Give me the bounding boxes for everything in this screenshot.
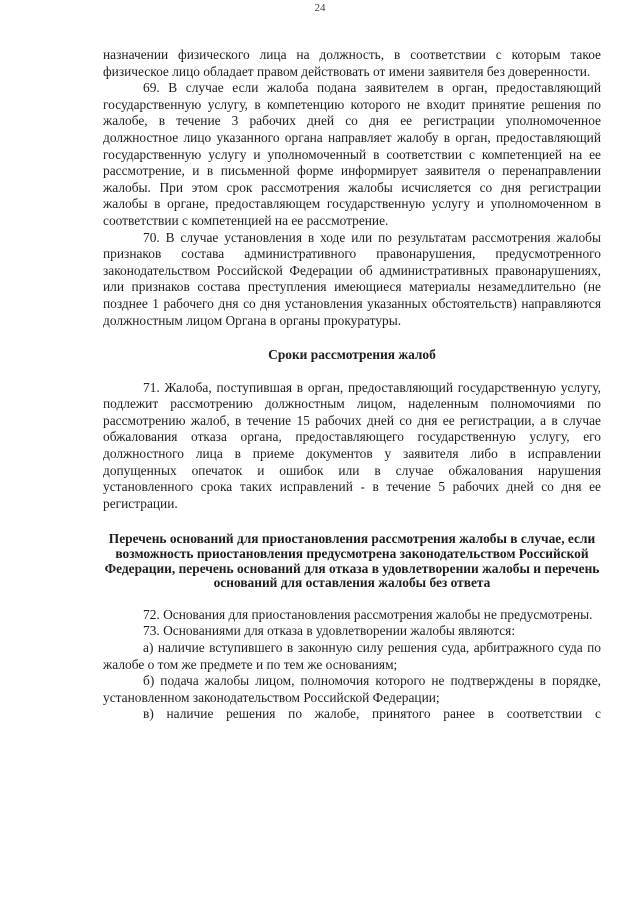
paragraph-72: 72. Основания для приостановления рассмотрения жалобы не предусмотрены.	[143, 606, 593, 622]
paragraph-continuation: назначении физического лица на должность, в соответствии с которым такое физическое лицо обладает правом действовать от имени заявителя без доверенности.	[103, 47, 601, 79]
paragraph-70: 70. В случае установления в ходе или по результатам рассмотрения жалобы признаков состава административного правонарушения, предусмотренного законодательством Российской Федерации об административных правонарушениях, или признаков состава преступления имеющиеся материалы незамедлительно (не позднее 1 рабочего дня со дня установления указанных обстоятельств) направляются должностным лицом Органа в органы прокуратуры.	[103, 229, 601, 328]
paragraph-71: 71. Жалоба, поступившая в орган, предоставляющий государственную услугу, подлежит рассмотрению должностным лицом, наделенным полномочиями по рассмотрению жалоб, в течение 15 рабочих дней со дня ее регистрации, а в случае обжалования отказа органа, предоставляющего государственную услугу, его должностного лица в приеме документов у заявителя либо в исправлении допущенных опечаток и ошибок или в случае обжалования нарушения установленного срока таких исправлений - в течение 5 рабочих дней со дня ее регистрации.	[103, 379, 601, 511]
section-title-review-terms: Сроки рассмотрения жалоб	[268, 347, 436, 363]
list-item-a: а) наличие вступившего в законную силу решения суда, арбитражного суда по жалобе о том же предмете и по тем же основаниям;	[103, 640, 601, 672]
paragraph-73: 73. Основаниями для отказа в удовлетворении жалобы являются:	[143, 623, 516, 639]
list-item-b: б) подача жалобы лицом, полномочия которого не подтверждены в порядке, установленном законодательством Российской Федерации;	[103, 673, 601, 705]
document-body	[103, 47, 601, 723]
page-number: 24	[314, 2, 326, 14]
paragraph-69: 69. В случае если жалоба подана заявителем в орган, предоставляющий государственную услугу, в компетенцию которого не входит принятие решения по жалобе, в течение 3 рабочих дней со дня ее регистрации уполномоченное должностное лицо указанного органа направляет жалобу в орган, предоставляющий государственную услугу и уполномоченный в соответствии с компетенцией на ее рассмотрение, и в письменной форме информирует заявителя о перенаправлении жалобы. При этом срок рассмотрения жалобы исчисляется со дня регистрации жалобы в органе, предоставляющем государственную услугу и уполномоченном в соответствии с компетенцией на ее рассмотрение.	[103, 80, 601, 228]
section-title-grounds: Перечень оснований для приостановления рассмотрения жалобы в случае, если возможность приостановления предусмотрена законодательством Российской Федерации, перечень оснований для отказа в удовлетворении жалобы и перечень оснований для оставления жалобы без ответа	[104, 531, 600, 591]
list-item-c: в) наличие решения по жалобе, принятого ранее в соответствии с	[143, 706, 601, 722]
